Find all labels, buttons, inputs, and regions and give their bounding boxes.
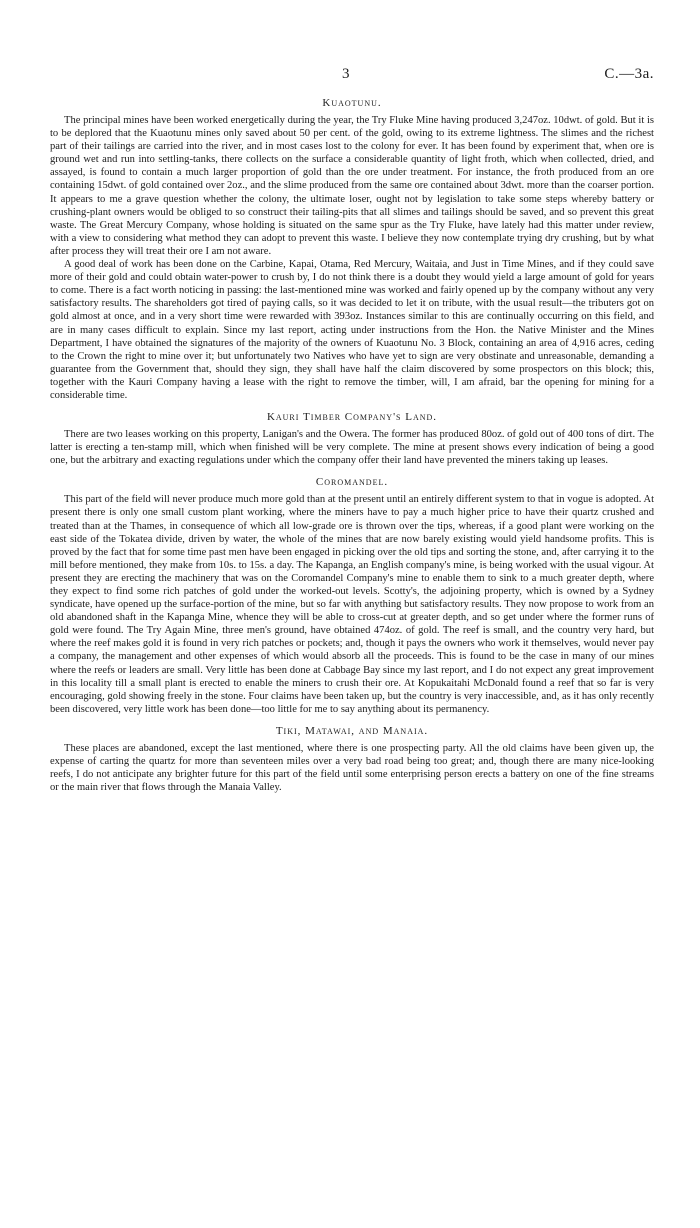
document-body bbox=[50, 96, 654, 794]
paragraph: These places are abandoned, except the last mentioned, where there is one prospecting party. All the old claims have been given up, the expense of carting the quartz for more than seventeen miles over a very bad road being too great; and, though there are many nice-looking reefs, I do not anticipate any brighter future for this part of the field until some enterprising person erects a battery on one of the fine streams or the main river that flows through the Manaia Valley. bbox=[50, 742, 654, 794]
section-kuaotunu bbox=[50, 96, 654, 402]
paragraph: The principal mines have been worked energetically during the year, the Try Fluke Mine having produced 3,247oz. 10dwt. of gold. But it is to be deplored that the Kuaotunu mines only saved about 50 per cent. of the gold, owing to its extreme lightness. The slimes and the richest part of their tailings are carried into the river, and in most cases lost to the colony for ever. It has been found by experiment that, when ore is ground wet and run into settling-tanks, there collects on the surface a considerable quantity of light froth, which when collected, dried, and assayed, is found to contain a much larger proportion of gold than the ore under treatment. For instance, the froth produced from an ore containing 15dwt. of gold contained over 2oz., and the slime produced from the same ore contained about 3dwt. more than the coarser portion. It appears to me a grave question whether the colony, the ultimate loser, ought not by legislation to take some steps whereby battery or crushing-plant owners would be obliged to so construct their tailing-pits that all slimes and tailings should be saved, and so prevent this great waste. The Great Mercury Company, whose holding is situated on the same spur as the Try Fluke, have lately had this matter under review, with a view to considering what method they can adopt to prevent this waste. I believe they now contemplate trying dry crushing, but by what after process they will treat their ore I am not aware. bbox=[50, 115, 654, 257]
page-number: 3 bbox=[342, 66, 350, 82]
section-heading: Kuaotunu. bbox=[322, 97, 382, 109]
section-heading: Tiki, Matawai, and Manaia. bbox=[275, 724, 429, 737]
section-tiki-matawai-manaia bbox=[50, 724, 654, 794]
section-kauri-timber-company bbox=[50, 410, 654, 467]
paragraph: This part of the field will never produce much more gold than at the present until an entirely different system to that in vogue is adopted. At present there is only one small custom plant working, where the miners have to pay a much higher price to have their quartz crushed and treated than at the Thames, in consequence of which all low-grade ore is thrown over the tips, whereas, if a good plant were working on the east side of the Tokatea divide, driven by water, the whole of the mines that are now barely existing would yield handsome profits. This is proved by the fact that for some time past men have been engaged in picking over the old tips and sorting the stone, and, after carrying it to the mill before mentioned, they make from 10s. to 15s. a day. The Kapanga, an English company's mine, is being worked with the usual vigour. At present they are erecting the machinery that was on the Coromandel Company's mine to enable them to sink to a much greater depth, where they expect to find some rich patches of gold under the worked-out levels. Scotty's, the adjoining property, which is owned by a Sydney syndicate, have opened up the surface-portion of the mine, but so far with anything but satisfactory results. They now propose to work from an old abandoned shaft in the Kapanga Mine, whence they will be able to cross-cut at greater depth, and so get under where the former runs of gold were found. The Try Again Mine, three men's ground, have obtained 474oz. of gold. The reef is small, and the country very hard, but where the reef makes gold it is found in very rich patches or pockets; and, though it pays the owners who work it themselves, would never pay a company, the management and other expenses of which would absorb all the proceeds. This is found to be the case in many of our mines where the reefs or leaders are small. Very little has been done at Cabbage Bay since my last report, and I do not expect any great improvement in this locality till a small plant is erected to enable the miners to crush their ore. At Kopukaitahi McDonald found a reef that so far is very encouraging, gold showing freely in the stone. Four claims have been taken up, but the country is very inaccessible, and, as it has only recently been discovered, very little work has been done—too little for me to say anything about its permanency. bbox=[50, 494, 654, 715]
paragraph: A good deal of work has been done on the Carbine, Kapai, Otama, Red Mercury, Waitaia, and Just in Time Mines, and if they could save more of their gold and could obtain water-power to crush by, I do not think there is a doubt they would yield a large amount of gold for years to come. There is a fact worth noticing in passing: the last-mentioned mine was worked and fairly opened up by the company without any very satisfactory results. The shareholders got tired of paying calls, so it was decided to let it on tribute, with the usual result—the tributers got on gold almost at once, and in a very short time were rewarded with 393oz. Instances similar to this are continually occurring on this field, and are in many cases difficult to explain. Since my last report, acting under instructions from the Hon. the Native Minister and the Mines Department, I have obtained the signatures of the majority of the owners of Kuaotunu No. 3 Block, containing an area of 4,916 acres, ceding to the Crown the right to mine over it; but unfortunately two Natives who have yet to sign are very obstinate and unreasonable, demanding a guarantee from the Government that, should they sign, they shall have half the claim discovered by some prospectors on this block; this, together with the Kauri Company having a lease with the right to remove the timber, will, I am afraid, bar the opening for mining for a considerable time. bbox=[50, 259, 654, 401]
paragraph: There are two leases working on this property, Lanigan's and the Owera. The former has produced 80oz. of gold out of 400 tons of dirt. The latter is erecting a ten-stamp mill, which when finished will be very complete. The mine at present shows every indication of being a good one, but the arbitrary and exacting regulations under which the company offer their land have prevented the miners taking up leases. bbox=[50, 429, 654, 467]
section-coromandel bbox=[50, 475, 654, 716]
section-heading: Coromandel. bbox=[315, 476, 389, 489]
page-header bbox=[50, 66, 654, 86]
document-reference: C.—3a. bbox=[604, 66, 654, 82]
section-heading: Kauri Timber Company's Land. bbox=[266, 411, 438, 424]
